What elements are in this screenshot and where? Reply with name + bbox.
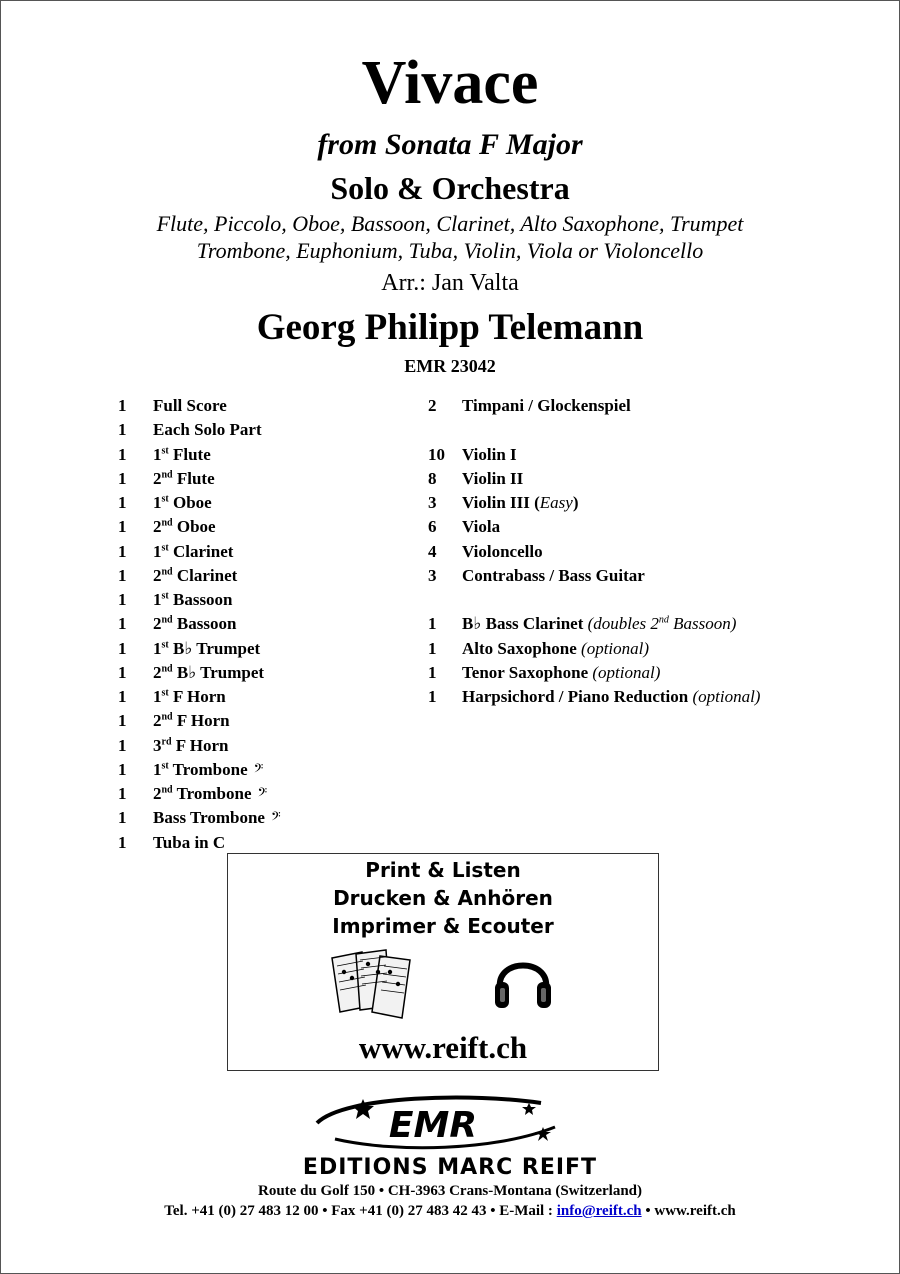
ensemble-setting: Solo & Orchestra [330, 170, 570, 206]
ordinal-number: 2 [153, 565, 162, 585]
publisher-address: Route du Golf 150 • CH-3963 Crans-Montana (Switzerland) [258, 1183, 642, 1199]
part-quantity: 1 [428, 687, 437, 706]
part-quantity: 10 [428, 444, 445, 464]
ordinal-suffix: nd [161, 469, 173, 481]
ordinal-number: 2 [153, 468, 162, 488]
part-name [153, 612, 236, 636]
part-name [153, 734, 228, 758]
part-quantity: 1 [118, 517, 127, 537]
part-quantity: 1 [118, 541, 127, 561]
part-quantity: 1 [118, 735, 127, 755]
print-listen-box [227, 853, 659, 1071]
promo-line-french: Imprimer & Ecouter [332, 914, 554, 938]
part-quantity: 1 [118, 468, 127, 488]
part-name-text: F Horn [172, 711, 230, 731]
part-quantity: 1 [118, 808, 127, 828]
part-name-text: Clarinet [172, 565, 238, 585]
publisher-contact [0, 1203, 900, 1220]
part-quantity: 1 [118, 444, 127, 464]
part-note: (optional) [581, 638, 650, 658]
email-link[interactable]: info@reift.ch [556, 1203, 642, 1219]
part-name-text: Flute [168, 444, 211, 464]
bass-clef-icon: 𝄢 [253, 762, 264, 779]
solo-instruments-line-2: Trombone, Euphonium, Tuba, Violin, Viola or Violoncello [196, 238, 704, 263]
part-name-text: Oboe [168, 493, 212, 512]
part-name-text: Oboe [172, 517, 216, 537]
promo-line-german: Drucken & Anhören [333, 886, 553, 910]
part-name [153, 709, 230, 733]
part-name-text: B♭ Bass Clarinet [462, 614, 588, 634]
ordinal-number: 2 [153, 614, 162, 634]
part-quantity: 1 [118, 396, 127, 415]
part-quantity: 1 [118, 420, 127, 440]
part-name-text: Violoncello [462, 541, 543, 561]
part-name-text: Timpani / Glockenspiel [462, 396, 631, 415]
part-quantity: 1 [118, 662, 127, 682]
ordinal-suffix: nd [161, 663, 173, 675]
publisher-name: EDITIONS MARC REIFT [302, 1155, 598, 1180]
part-name-text: B♭ Trumpet [168, 638, 261, 658]
part-name [153, 515, 216, 539]
part-quantity: 1 [428, 638, 437, 658]
part-name [153, 394, 227, 418]
part-quantity: 1 [118, 590, 127, 609]
part-quantity: 2 [428, 396, 437, 415]
ordinal-suffix: nd [658, 614, 669, 626]
part-name [153, 685, 226, 709]
part-note: (doubles 2 [587, 614, 659, 634]
ordinal-suffix: st [161, 760, 169, 772]
ordinal-suffix: st [161, 590, 169, 602]
contact-phone-fax: Tel. +41 (0) 27 483 12 00 • Fax +41 (0) 27 483 42 43 • E-Mail : [164, 1203, 557, 1219]
part-name-text: Violin III ( [462, 493, 540, 512]
part-name-text: ) [572, 493, 579, 512]
ordinal-suffix: rd [161, 735, 172, 747]
sheet-music-icon [328, 948, 422, 1024]
website-url[interactable]: www.reift.ch [358, 1030, 528, 1065]
part-quantity: 4 [428, 541, 437, 561]
part-name [462, 515, 500, 539]
part-name [153, 443, 211, 467]
part-name [462, 637, 649, 661]
part-name [462, 540, 543, 564]
part-note: (optional) [592, 662, 661, 682]
ordinal-suffix: st [161, 638, 169, 650]
part-name [153, 758, 263, 783]
ordinal-number: 1 [153, 759, 162, 779]
part-name-text: Each Solo Part [153, 420, 262, 440]
part-quantity: 1 [118, 784, 127, 803]
part-name-text: Violin II [462, 468, 524, 488]
ordinal-suffix: nd [161, 517, 173, 529]
part-name [153, 588, 233, 612]
part-name [153, 831, 225, 855]
part-name-text: Full Score [153, 396, 227, 415]
composer: Georg Philipp Telemann [256, 307, 644, 348]
ordinal-number: 2 [153, 517, 162, 537]
ordinal-number: 1 [153, 541, 162, 561]
part-note: Bassoon) [668, 614, 737, 634]
part-name-text: Harpsichord / Piano Reduction [462, 687, 693, 706]
ordinal-suffix: nd [161, 566, 173, 578]
part-name [462, 394, 631, 418]
part-name-text: Viola [462, 517, 501, 537]
part-quantity: 6 [428, 517, 437, 537]
part-name-text: Trombone [168, 759, 248, 779]
part-name-text: B♭ Trumpet [172, 662, 265, 682]
part-name-text: Tuba in C [153, 832, 226, 852]
part-quantity: 1 [118, 638, 127, 658]
part-quantity: 1 [118, 614, 127, 634]
part-quantity: 1 [118, 565, 127, 585]
ordinal-number: 3 [153, 735, 162, 755]
part-note: (optional) [692, 687, 761, 706]
ordinal-suffix: nd [161, 614, 173, 626]
arranger: Arr.: Jan Valta [381, 270, 519, 296]
promo-line-english: Print & Listen [365, 858, 521, 882]
headphones-icon [492, 948, 554, 1014]
part-name [462, 564, 645, 588]
ordinal-number: 2 [153, 662, 162, 682]
part-name [462, 467, 523, 491]
part-quantity: 1 [118, 759, 127, 779]
part-name-text: Violin I [462, 444, 517, 464]
bass-clef-icon: 𝄢 [257, 787, 268, 803]
catalog-number: EMR 23042 [404, 356, 496, 376]
ordinal-number: 2 [153, 711, 162, 731]
part-name [153, 564, 237, 588]
part-name [462, 491, 579, 515]
part-name [153, 467, 215, 491]
part-name-text: F Horn [168, 687, 226, 706]
ordinal-number: 1 [153, 493, 162, 512]
part-name-text: Bass Trombone [153, 808, 265, 828]
part-note: Easy [539, 493, 573, 512]
part-name-text: Contrabass / Bass Guitar [462, 565, 645, 585]
part-quantity: 3 [428, 493, 437, 512]
part-quantity: 1 [118, 687, 127, 706]
part-name [153, 491, 212, 515]
part-quantity: 3 [428, 565, 437, 585]
part-name [153, 418, 262, 442]
part-name [462, 685, 760, 709]
bass-clef-icon: 𝄢 [270, 811, 281, 828]
ordinal-suffix: nd [161, 784, 173, 796]
part-name-text: Flute [172, 468, 215, 488]
part-name-text: Bassoon [168, 590, 233, 609]
ordinal-suffix: st [161, 444, 169, 456]
ordinal-number: 1 [153, 638, 162, 658]
part-name-text: Bassoon [172, 614, 237, 634]
part-quantity: 1 [428, 614, 437, 634]
ordinal-number: 2 [153, 784, 162, 803]
piece-title: Vivace [361, 49, 539, 117]
part-name-text: F Horn [171, 735, 229, 755]
svg-text:EMR: EMR [388, 1105, 478, 1146]
part-quantity: 1 [118, 832, 127, 852]
part-name [153, 782, 267, 807]
solo-instruments-line-1: Flute, Piccolo, Oboe, Bassoon, Clarinet, Alto Saxophone, Trumpet [156, 211, 744, 236]
part-name [153, 806, 281, 831]
part-name-text: Tenor Saxophone [462, 662, 593, 682]
ordinal-number: 1 [153, 590, 162, 609]
ordinal-number: 1 [153, 444, 162, 464]
part-quantity: 1 [118, 711, 127, 731]
ordinal-suffix: st [161, 541, 169, 553]
ordinal-number: 1 [153, 687, 162, 706]
part-name [153, 637, 260, 661]
part-name-text: Clarinet [168, 541, 234, 561]
part-name [153, 540, 233, 564]
part-name [462, 443, 517, 467]
part-quantity: 8 [428, 468, 437, 488]
piece-subtitle: from Sonata F Major [317, 128, 583, 161]
part-quantity: 1 [428, 662, 437, 682]
part-name [462, 661, 660, 685]
part-quantity: 1 [118, 493, 127, 512]
ordinal-suffix: st [161, 493, 169, 505]
part-name [153, 661, 264, 685]
part-name [462, 612, 736, 636]
part-name-text: Trombone [172, 784, 252, 803]
emr-logo-icon [305, 1093, 565, 1153]
ordinal-suffix: nd [161, 711, 173, 723]
ordinal-suffix: st [161, 687, 169, 699]
contact-website: • www.reift.ch [641, 1203, 736, 1219]
part-name-text: Alto Saxophone [462, 638, 582, 658]
